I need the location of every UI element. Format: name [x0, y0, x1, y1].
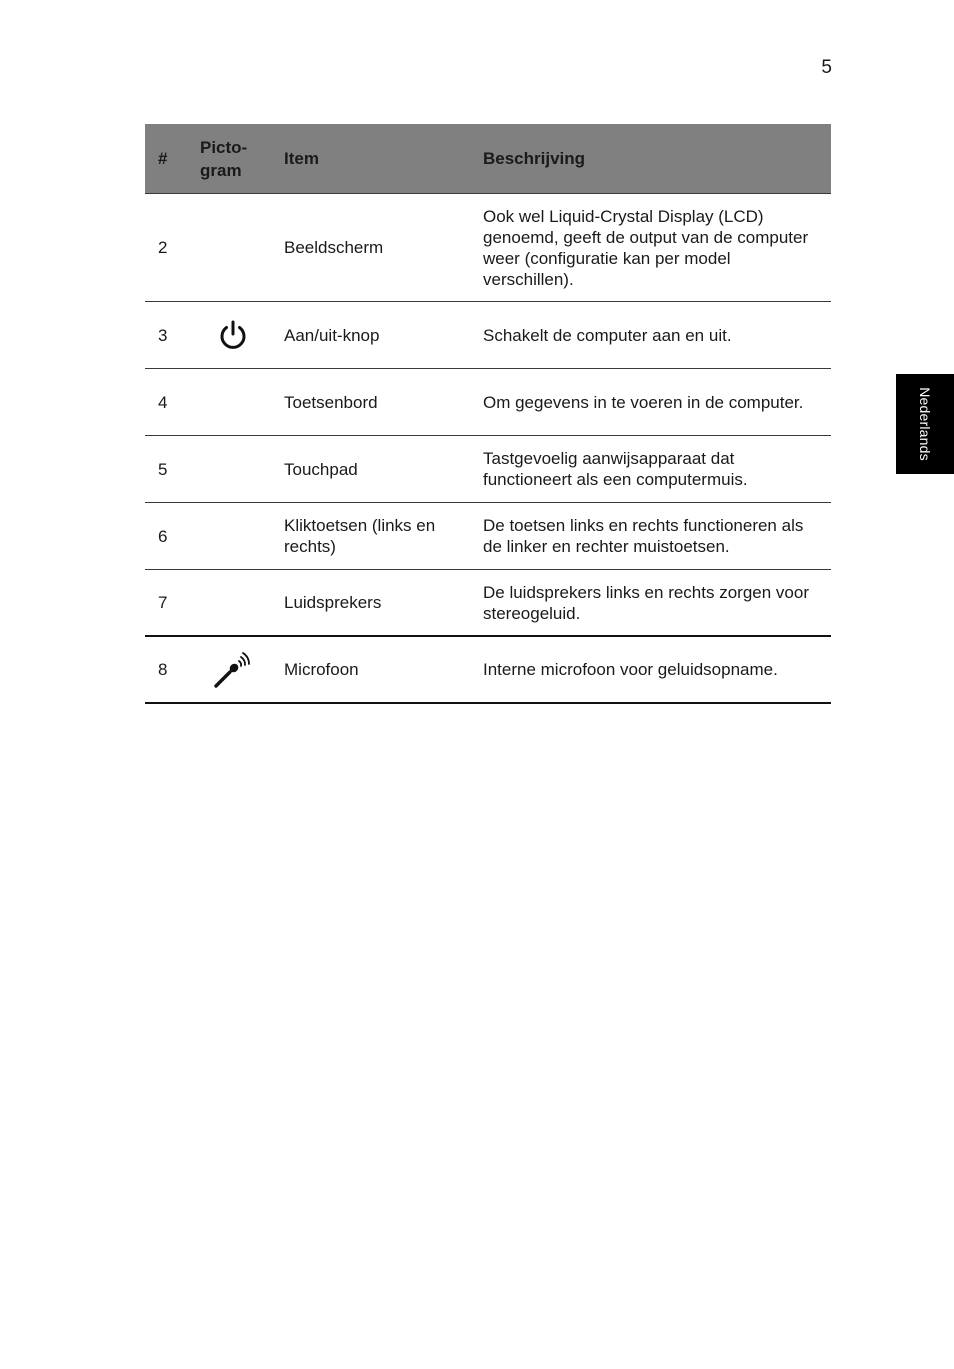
row-num: 5: [158, 459, 168, 479]
row-item: Toetsenbord: [284, 392, 378, 412]
row-item: Microfoon: [284, 660, 359, 679]
table-row: [145, 637, 831, 704]
row-item: Kliktoetsen (links en rechts): [284, 516, 436, 556]
row-description: Schakelt de computer aan en uit.: [483, 325, 732, 345]
row-icon-cell: [200, 318, 284, 352]
language-tab: [896, 374, 954, 474]
microphone-icon: [212, 651, 252, 689]
table-row: [145, 436, 831, 503]
header-num: #: [158, 149, 168, 168]
row-description: Om gegevens in te voeren in de computer.: [483, 392, 804, 412]
table-header-row: [145, 124, 831, 194]
row-num: 7: [158, 593, 168, 612]
table-row: [145, 194, 831, 302]
row-item: Luidsprekers: [284, 593, 382, 612]
row-description: De luidsprekers links en rechts zorgen voor stereogeluid.: [483, 582, 809, 623]
header-description: Beschrijving: [483, 149, 586, 168]
row-num: 4: [158, 392, 168, 412]
row-num: 6: [158, 526, 168, 546]
language-tab-label: Nederlands: [917, 387, 934, 461]
table-row: [145, 302, 831, 369]
power-icon: [216, 318, 250, 352]
row-num: 2: [158, 238, 168, 257]
header-icon: Picto- gram: [200, 137, 248, 180]
row-num: 3: [158, 325, 168, 345]
row-description: De toetsen links en rechts functioneren als de linker en rechter muistoetsen.: [483, 516, 804, 556]
row-description: Ook wel Liquid-Crystal Display (LCD) genoemd, geeft de output van de computer weer (configuratie kan per model verschillen).: [483, 206, 809, 289]
table-row: [145, 369, 831, 436]
table-row: [145, 503, 831, 570]
row-num: 8: [158, 660, 168, 679]
row-item: Touchpad: [284, 459, 358, 479]
row-item: Beeldscherm: [284, 238, 384, 257]
components-table: [145, 124, 831, 704]
row-icon-cell: [200, 651, 284, 689]
page-number: 5: [821, 57, 832, 78]
header-item: Item: [284, 149, 319, 168]
table-row: [145, 570, 831, 637]
row-item: Aan/uit-knop: [284, 325, 380, 345]
row-description: Interne microfoon voor geluidsopname.: [483, 660, 778, 679]
row-description: Tastgevoelig aanwijsapparaat dat functioneert als een computermuis.: [483, 449, 748, 489]
